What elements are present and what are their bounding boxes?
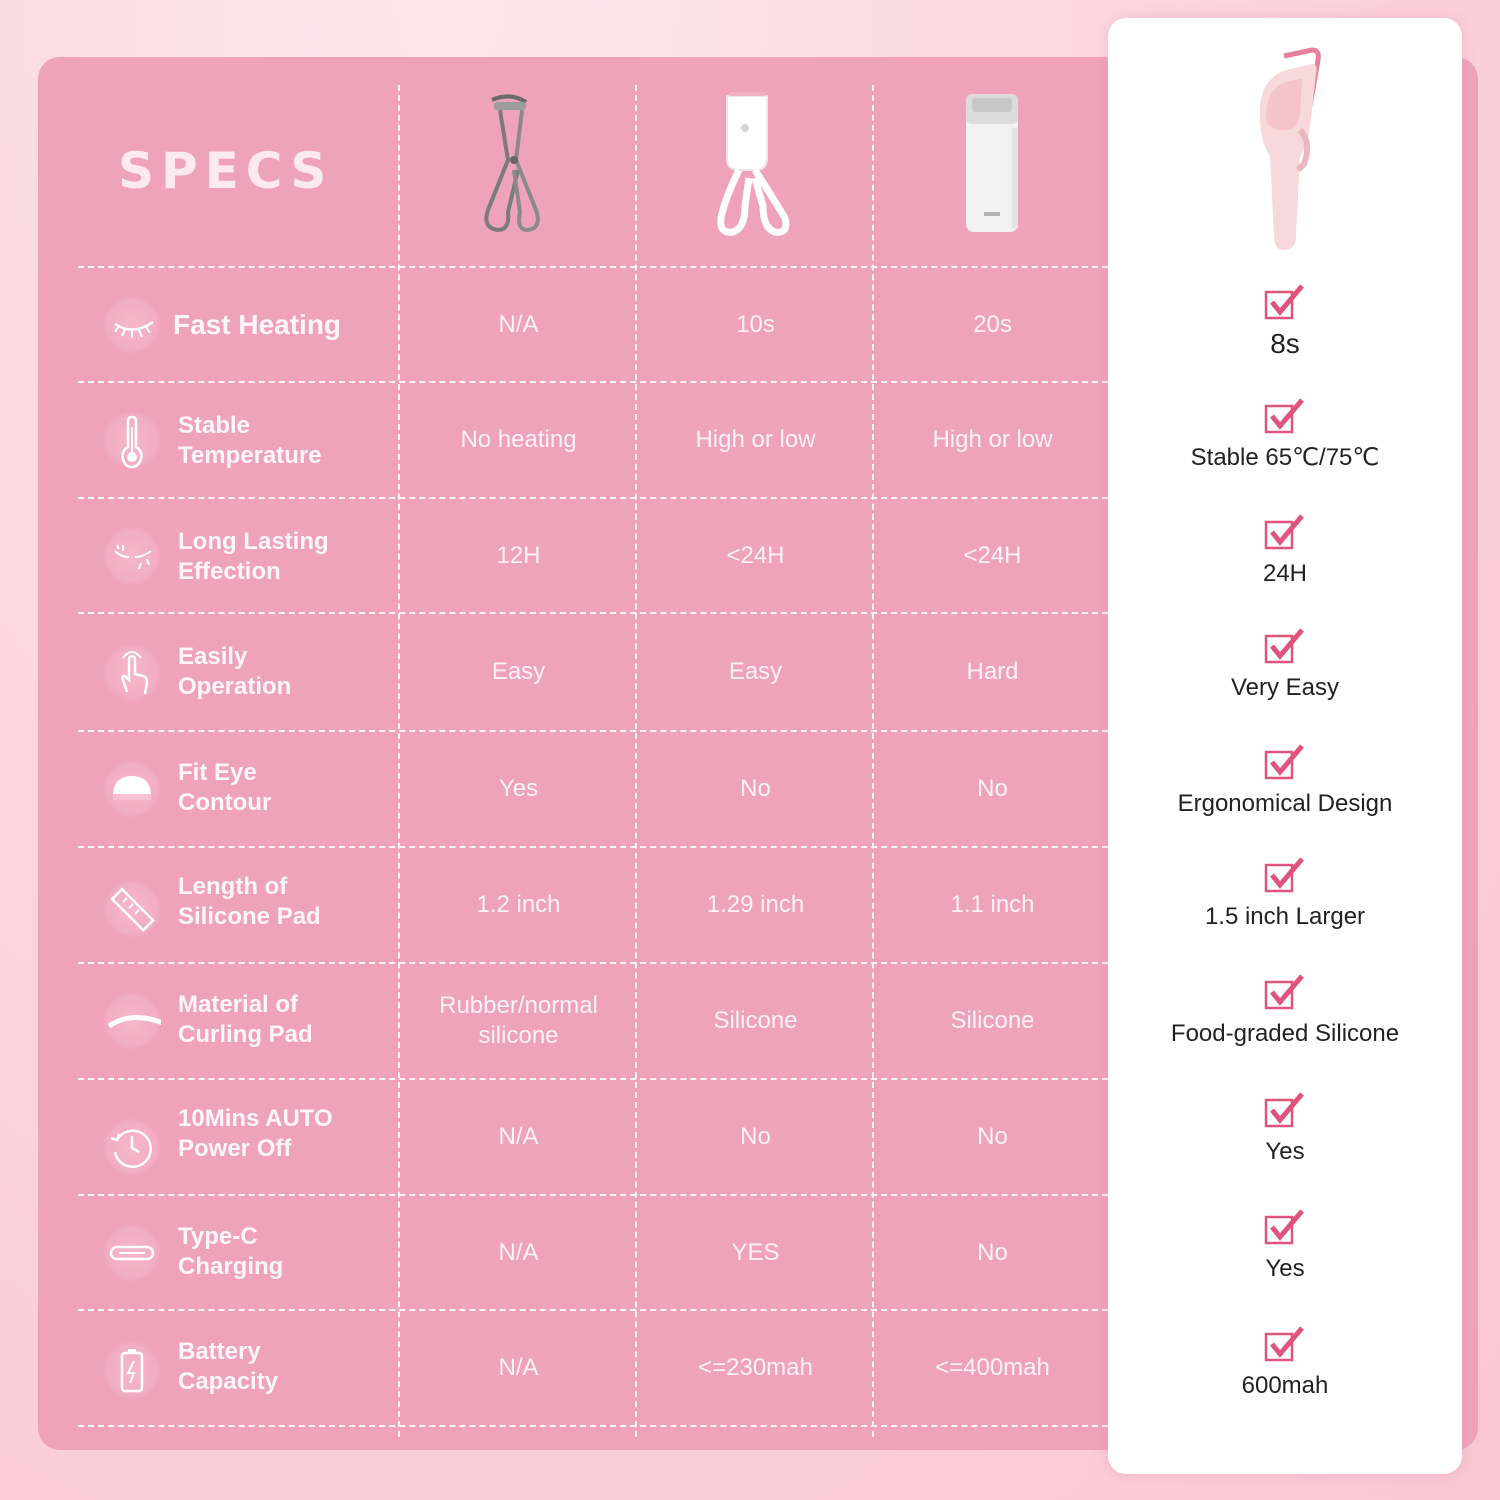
featured-value — [1108, 282, 1462, 358]
checkmark-icon — [1262, 1207, 1308, 1247]
value-cell: Yes — [498, 775, 539, 802]
value-cell: 12H — [496, 541, 541, 569]
value-cell: 1.2 inch — [476, 891, 561, 918]
feature-label: 10Mins AUTO Power Off — [178, 1105, 333, 1162]
value-cell: N/A — [498, 1123, 539, 1150]
feature-cell — [98, 268, 398, 381]
featured-value — [1108, 1324, 1462, 1400]
feature-label: Fit Eye Contour — [178, 759, 272, 816]
feature-label: Fast Heating — [173, 309, 342, 340]
feature-label: Battery Capacity — [178, 1338, 279, 1395]
feature-label: Easily Operation — [178, 643, 292, 700]
value-cell: N/A — [498, 1354, 539, 1381]
featured-value-text: Very Easy — [1230, 674, 1340, 701]
spec-row — [78, 848, 1108, 962]
featured-value-text: 24H — [1262, 560, 1308, 587]
feature-cell — [98, 1080, 398, 1194]
ruler-icon — [103, 880, 161, 938]
spec-row — [78, 614, 1108, 730]
value-cell: High or low — [932, 426, 1053, 453]
spec-row — [78, 268, 1108, 381]
spec-row — [78, 1311, 1108, 1425]
value-cell: <24H — [726, 541, 785, 569]
featured-value-text: Ergonomical Design — [1177, 790, 1393, 817]
heated-eyelash-curler-image — [705, 88, 801, 238]
value-cell: <=400mah — [935, 1354, 1050, 1381]
value-cell: N/A — [498, 1238, 539, 1266]
value-cell: 1.1 inch — [950, 891, 1035, 918]
feature-cell — [98, 383, 398, 497]
feature-label: Material of Curling Pad — [178, 991, 313, 1048]
manual-eyelash-curler-image — [470, 90, 566, 238]
value-cell: Hard — [966, 658, 1019, 685]
feature-cell — [98, 848, 398, 962]
value-cell: Silicone — [713, 1007, 798, 1034]
feature-label: Stable Temperature — [178, 412, 322, 469]
feature-cell — [98, 1196, 398, 1309]
checkmark-icon — [1262, 396, 1308, 436]
thermometer-icon — [103, 411, 161, 469]
spec-row — [78, 1196, 1108, 1309]
featured-value — [1108, 742, 1462, 818]
value-cell: <24H — [963, 541, 1022, 569]
feature-cell — [98, 732, 398, 846]
feature-cell — [98, 614, 398, 730]
featured-value-text: 1.5 inch Larger — [1204, 903, 1366, 930]
value-cell: 10s — [736, 310, 775, 338]
value-cell: 1.29 inch — [706, 891, 805, 918]
clock-history-icon — [103, 1118, 161, 1176]
featured-value — [1108, 396, 1462, 472]
checkmark-icon — [1262, 512, 1308, 552]
checkmark-icon — [1262, 742, 1308, 782]
specs-title: SPECS — [118, 142, 334, 200]
value-cell: No — [977, 775, 1008, 802]
value-cell: No — [740, 1123, 771, 1150]
featured-value-text: 8s — [1270, 328, 1300, 359]
pink-heated-curler-image — [1240, 46, 1330, 256]
spec-row — [78, 1080, 1108, 1194]
value-cell: YES — [731, 1238, 780, 1266]
spec-row — [78, 383, 1108, 497]
feature-label: Type-C Charging — [178, 1223, 284, 1280]
checkmark-icon — [1262, 855, 1308, 895]
checkmark-icon — [1262, 282, 1308, 322]
featured-value — [1108, 626, 1462, 702]
featured-value — [1108, 1090, 1462, 1166]
checkmark-icon — [1262, 1324, 1308, 1364]
featured-value-text: Stable 65℃/75℃ — [1190, 444, 1380, 471]
featured-value — [1108, 512, 1462, 588]
value-cell: No heating — [460, 426, 577, 453]
value-cell: Silicone — [950, 1007, 1035, 1034]
usb-c-icon — [103, 1224, 161, 1282]
value-cell: 20s — [973, 310, 1012, 338]
featured-value-text: Yes — [1265, 1255, 1305, 1282]
featured-value — [1108, 855, 1462, 931]
value-cell: Easy — [491, 658, 546, 685]
featured-value-text: Food-graded Silicone — [1170, 1020, 1400, 1047]
value-cell: <=230mah — [698, 1354, 813, 1381]
feature-label: Length of Silicone Pad — [178, 873, 321, 930]
feature-cell — [98, 499, 398, 612]
value-cell: High or low — [695, 426, 816, 453]
curler-pad-icon — [103, 760, 161, 818]
value-cell: No — [740, 775, 771, 802]
checkmark-icon — [1262, 1090, 1308, 1130]
curve-pad-icon — [103, 992, 161, 1050]
battery-icon — [103, 1341, 161, 1399]
checkmark-icon — [1262, 626, 1308, 666]
featured-value — [1108, 972, 1462, 1048]
row-divider — [78, 1425, 1108, 1427]
checkmark-icon — [1262, 972, 1308, 1012]
value-cell: No — [977, 1238, 1008, 1266]
feature-cell — [98, 1311, 398, 1425]
featured-value-text: Yes — [1265, 1138, 1305, 1165]
value-cell: Easy — [728, 658, 783, 685]
featured-value — [1108, 1207, 1462, 1283]
value-cell: Rubber/normal silicone — [439, 992, 598, 1049]
spec-row — [78, 732, 1108, 846]
value-cell: No — [977, 1123, 1008, 1150]
spec-row — [78, 964, 1108, 1078]
touch-hand-icon — [103, 644, 161, 702]
eyelash-icon — [103, 296, 161, 354]
box-eyelash-curler-image — [960, 88, 1024, 236]
featured-value-text: 600mah — [1241, 1372, 1329, 1399]
curled-lash-icon — [103, 527, 161, 585]
value-cell: N/A — [498, 310, 539, 338]
spec-row — [78, 499, 1108, 612]
feature-label: Long Lasting Effection — [178, 528, 329, 585]
feature-cell — [98, 964, 398, 1078]
